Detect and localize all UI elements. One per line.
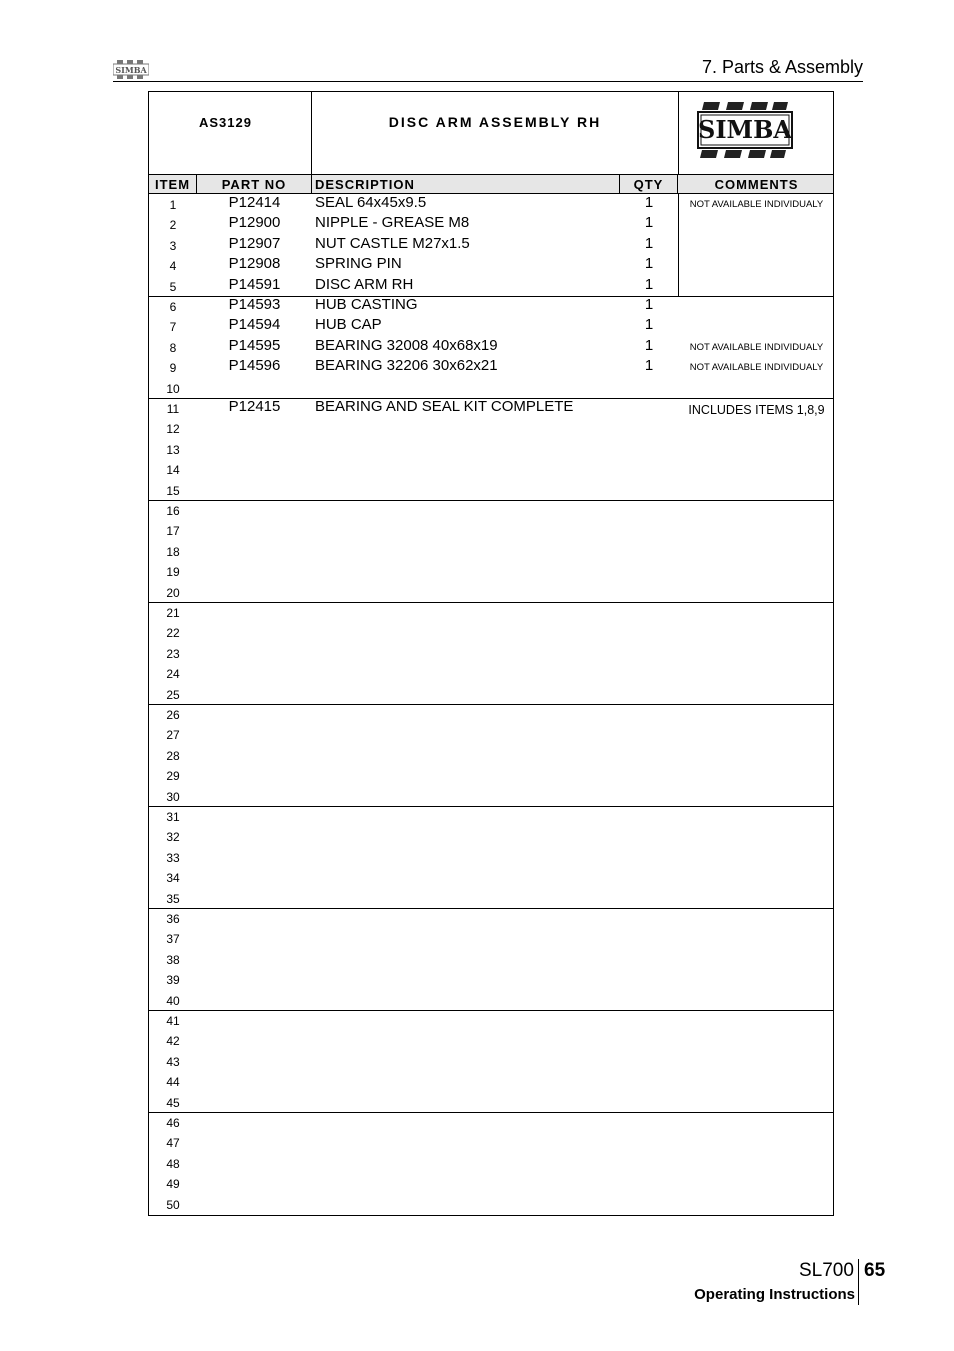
table-row [149, 1051, 833, 1071]
part-number: P14593 [228, 296, 281, 313]
item-number: 23 [166, 646, 180, 661]
table-row [149, 1030, 833, 1050]
part-number: P14594 [228, 316, 281, 334]
table-row [149, 1173, 833, 1193]
item-number: 39 [166, 973, 180, 988]
part-number: P12414 [228, 194, 281, 211]
item-number: 20 [166, 585, 180, 600]
table-row [149, 949, 833, 969]
page-number: 65 [864, 1260, 886, 1281]
table-row [149, 418, 833, 438]
table-row [149, 357, 833, 377]
table-row [149, 806, 833, 826]
table-row [149, 643, 833, 663]
part-qty: 1 [644, 194, 654, 211]
item-number: 6 [169, 300, 177, 314]
table-row [149, 724, 833, 744]
part-description: SEAL 64x45x9.5 [315, 194, 427, 211]
section-title: 7. Parts & Assembly [701, 57, 863, 77]
item-number: 11 [166, 402, 180, 416]
col-description: DESCRIPTION [312, 175, 620, 193]
item-number: 35 [166, 891, 180, 906]
item-number: 12 [166, 422, 180, 437]
table-row [149, 969, 833, 989]
table-row [149, 684, 833, 704]
table-row [149, 214, 833, 234]
part-comment: NOT AVAILABLE INDIVIDUALY [689, 362, 824, 374]
table-row [149, 663, 833, 683]
table-row [149, 888, 833, 908]
part-number: P12900 [228, 214, 281, 232]
svg-text:SIMBA: SIMBA [697, 115, 793, 144]
part-qty: 1 [644, 296, 654, 313]
title-block [149, 92, 833, 174]
item-number: 26 [166, 708, 180, 722]
item-number: 17 [166, 524, 180, 539]
item-number: 28 [166, 748, 180, 763]
item-number: 32 [166, 830, 180, 845]
part-description: NUT CASTLE M27x1.5 [315, 234, 470, 252]
part-number: P12415 [228, 398, 281, 415]
item-number: 38 [166, 952, 180, 967]
item-number: 40 [166, 993, 180, 1008]
part-qty: 1 [644, 214, 654, 232]
col-comments: COMMENTS [714, 177, 799, 192]
svg-text:SIMBA: SIMBA [115, 65, 147, 75]
item-number: 27 [166, 728, 180, 743]
assembly-code: AS3129 [199, 115, 252, 130]
part-comment: NOT AVAILABLE INDIVIDUALY [689, 341, 824, 353]
item-number: 47 [166, 1136, 180, 1151]
item-number: 15 [166, 483, 180, 498]
item-number: 34 [166, 871, 180, 886]
table-row [149, 1010, 833, 1030]
part-number: P14591 [228, 275, 281, 293]
table-row [149, 541, 833, 561]
part-qty: 1 [644, 234, 654, 252]
item-number: 41 [166, 1014, 180, 1028]
item-number: 10 [166, 381, 180, 396]
table-row [149, 867, 833, 887]
part-description: BEARING 32206 30x62x21 [315, 357, 498, 375]
table-row [149, 745, 833, 765]
item-number: 30 [166, 789, 180, 804]
item-number: 5 [169, 279, 177, 294]
table-row [149, 908, 833, 928]
item-number: 42 [166, 1034, 180, 1049]
model-name: SL700 [799, 1260, 854, 1281]
item-number: 4 [169, 259, 177, 274]
part-description: BEARING AND SEAL KIT COMPLETE [315, 398, 574, 415]
table-row [149, 520, 833, 540]
item-number: 43 [166, 1054, 180, 1069]
table-row [149, 786, 833, 806]
item-number: 31 [166, 810, 180, 824]
table-row [149, 990, 833, 1010]
table-row [149, 378, 833, 398]
part-description: BEARING 32008 40x68x19 [315, 336, 498, 354]
footer-subtitle: Operating Instructions [694, 1286, 855, 1303]
table-row [149, 561, 833, 581]
assembly-code-cell [149, 92, 312, 174]
col-part-no: PART NO [197, 175, 312, 193]
item-number: 36 [166, 912, 180, 926]
item-number: 1 [169, 198, 177, 212]
table-row [149, 1112, 833, 1132]
col-qty: QTY [620, 175, 678, 193]
part-description: HUB CAP [315, 316, 382, 334]
col-item: ITEM [149, 175, 197, 193]
item-number: 44 [166, 1075, 180, 1090]
table-row [149, 1071, 833, 1091]
table-row [149, 459, 833, 479]
table-row [149, 480, 833, 500]
table-row [149, 1153, 833, 1173]
table-row [149, 194, 833, 214]
table-row [149, 1132, 833, 1152]
part-qty: 1 [644, 357, 654, 375]
part-number: P14595 [228, 336, 281, 354]
table-row [149, 500, 833, 520]
table-row [149, 826, 833, 846]
item-number: 13 [166, 442, 180, 457]
item-number: 3 [169, 238, 177, 253]
item-number: 2 [169, 218, 177, 233]
item-number: 50 [166, 1197, 180, 1212]
table-row [149, 398, 833, 418]
item-number: 48 [166, 1156, 180, 1171]
header-simba-logo [113, 60, 149, 79]
item-number: 46 [166, 1116, 180, 1130]
item-number: 14 [166, 463, 180, 478]
simba-logo [696, 98, 794, 162]
part-number: P12907 [228, 234, 281, 252]
part-comment: NOT AVAILABLE INDIVIDUALY [689, 199, 824, 210]
comments-column-divider [678, 194, 679, 296]
item-number: 49 [166, 1177, 180, 1192]
part-qty: 1 [644, 316, 654, 334]
table-row [149, 704, 833, 724]
item-number: 21 [166, 606, 180, 620]
column-header-row [149, 174, 833, 194]
header-rule [113, 81, 863, 82]
item-number: 9 [169, 361, 177, 376]
assembly-name-cell [312, 92, 678, 174]
item-number: 33 [166, 850, 180, 865]
item-number: 24 [166, 667, 180, 682]
part-description: DISC ARM RH [315, 275, 414, 293]
item-number: 22 [166, 626, 180, 641]
item-number: 19 [166, 565, 180, 580]
part-qty: 1 [644, 255, 654, 273]
table-row [149, 296, 833, 316]
item-number: 29 [166, 769, 180, 784]
table-row [149, 1092, 833, 1112]
item-number: 37 [166, 932, 180, 947]
table-row [149, 235, 833, 255]
part-description: NIPPLE - GREASE M8 [315, 214, 470, 232]
simba-logo-cell [678, 92, 835, 174]
table-row [149, 765, 833, 785]
part-number: P12908 [228, 255, 281, 273]
item-number: 18 [166, 544, 180, 559]
table-row [149, 1194, 833, 1214]
table-row [149, 439, 833, 459]
item-number: 7 [169, 320, 177, 335]
item-number: 8 [169, 340, 177, 355]
item-number: 16 [166, 504, 180, 518]
part-qty: 1 [644, 275, 654, 293]
table-row [149, 847, 833, 867]
part-number: P14596 [228, 357, 281, 375]
item-number: 25 [166, 687, 180, 702]
table-row [149, 928, 833, 948]
table-row [149, 622, 833, 642]
table-row [149, 276, 833, 296]
table-row [149, 602, 833, 622]
part-description: HUB CASTING [315, 296, 418, 313]
footer-divider [858, 1259, 859, 1305]
table-row [149, 316, 833, 336]
item-number: 45 [166, 1095, 180, 1110]
part-description: SPRING PIN [315, 255, 402, 273]
parts-sheet [148, 91, 834, 1216]
part-qty: 1 [644, 336, 654, 354]
table-row [149, 255, 833, 275]
part-comment: INCLUDES ITEMS 1,8,9 [688, 403, 825, 417]
table-row [149, 582, 833, 602]
assembly-name: DISC ARM ASSEMBLY RH [388, 114, 602, 130]
table-row [149, 337, 833, 357]
